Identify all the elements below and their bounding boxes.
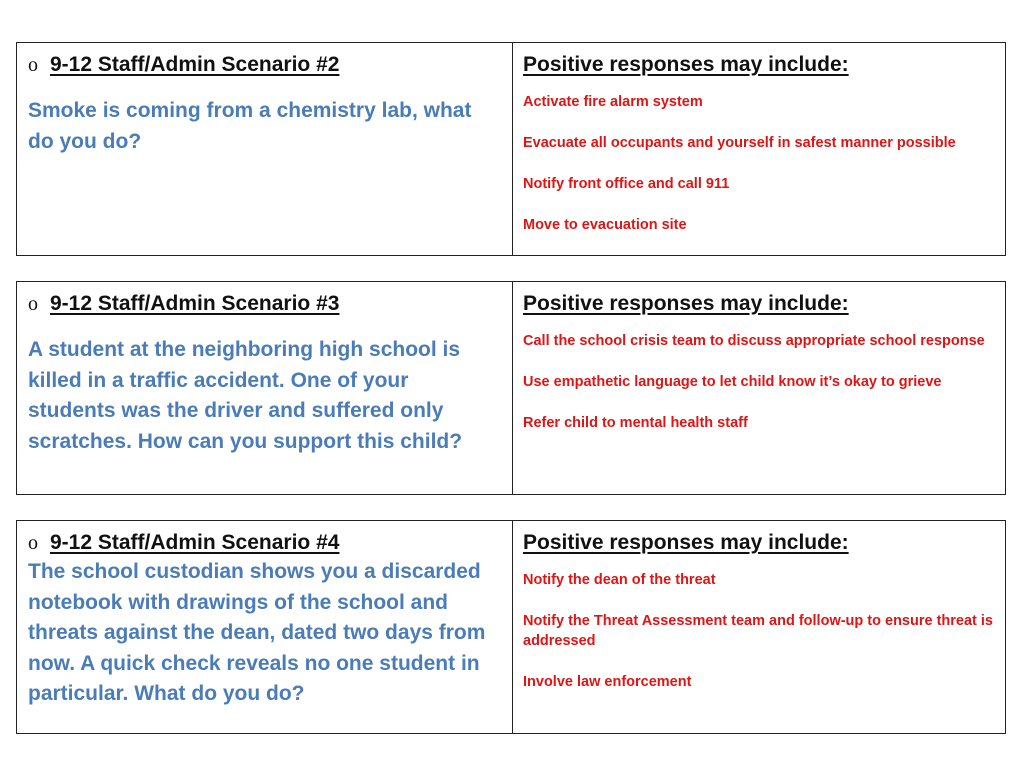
responses-cell: [513, 282, 1005, 494]
scenario-cell: [17, 282, 513, 494]
response-item: Evacuate all occupants and yourself in safest manner possible: [523, 135, 956, 151]
response-item: Notify front office and call 911: [523, 176, 730, 192]
scenario-heading: [28, 51, 500, 79]
bullet-icon: o: [28, 532, 38, 554]
response-item: Involve law enforcement: [523, 674, 692, 690]
response-item: Refer child to mental health staff: [523, 415, 748, 431]
responses-heading: Positive responses may include:: [523, 531, 849, 554]
response-item: Notify the Threat Assessment team and follow-up to ensure threat is addressed: [523, 613, 993, 649]
response-item: Move to evacuation site: [523, 217, 687, 233]
scenario-title: 9-12 Staff/Admin Scenario #4: [50, 531, 340, 554]
responses-heading: Positive responses may include:: [523, 53, 849, 76]
responses-list: [523, 331, 995, 433]
responses-cell: [513, 521, 1005, 733]
response-item: Notify the dean of the threat: [523, 572, 716, 588]
response-item: Activate fire alarm system: [523, 94, 703, 110]
scenario-table-2: [16, 42, 1006, 256]
response-item: Use empathetic language to let child know it’s okay to grieve: [523, 374, 942, 390]
bullet-icon: o: [28, 293, 38, 315]
scenario-cell: [17, 43, 513, 255]
scenario-cell: [17, 521, 513, 733]
responses-cell: [513, 43, 1005, 255]
scenario-question: The school custodian shows you a discarded notebook with drawings of the school and threats against the dean, dated two days from now. A quick check reveals no one student in particular. What do you do?: [28, 560, 486, 706]
bullet-icon: o: [28, 54, 38, 76]
scenario-table-3: [16, 281, 1006, 495]
responses-list: [523, 570, 995, 692]
scenario-table-4: [16, 520, 1006, 734]
scenario-heading: [28, 290, 500, 318]
responses-heading: Positive responses may include:: [523, 292, 849, 315]
scenario-title: 9-12 Staff/Admin Scenario #3: [50, 292, 340, 315]
scenario-title: 9-12 Staff/Admin Scenario #2: [50, 53, 340, 76]
scenario-question: A student at the neighboring high school is killed in a traffic accident. One of your students was the driver and suffered only scratches. How can you support this child?: [28, 338, 463, 453]
scenario-question: Smoke is coming from a chemistry lab, what do you do?: [28, 99, 472, 153]
scenario-heading: [28, 529, 500, 557]
responses-list: [523, 92, 995, 235]
response-item: Call the school crisis team to discuss appropriate school response: [523, 333, 985, 349]
